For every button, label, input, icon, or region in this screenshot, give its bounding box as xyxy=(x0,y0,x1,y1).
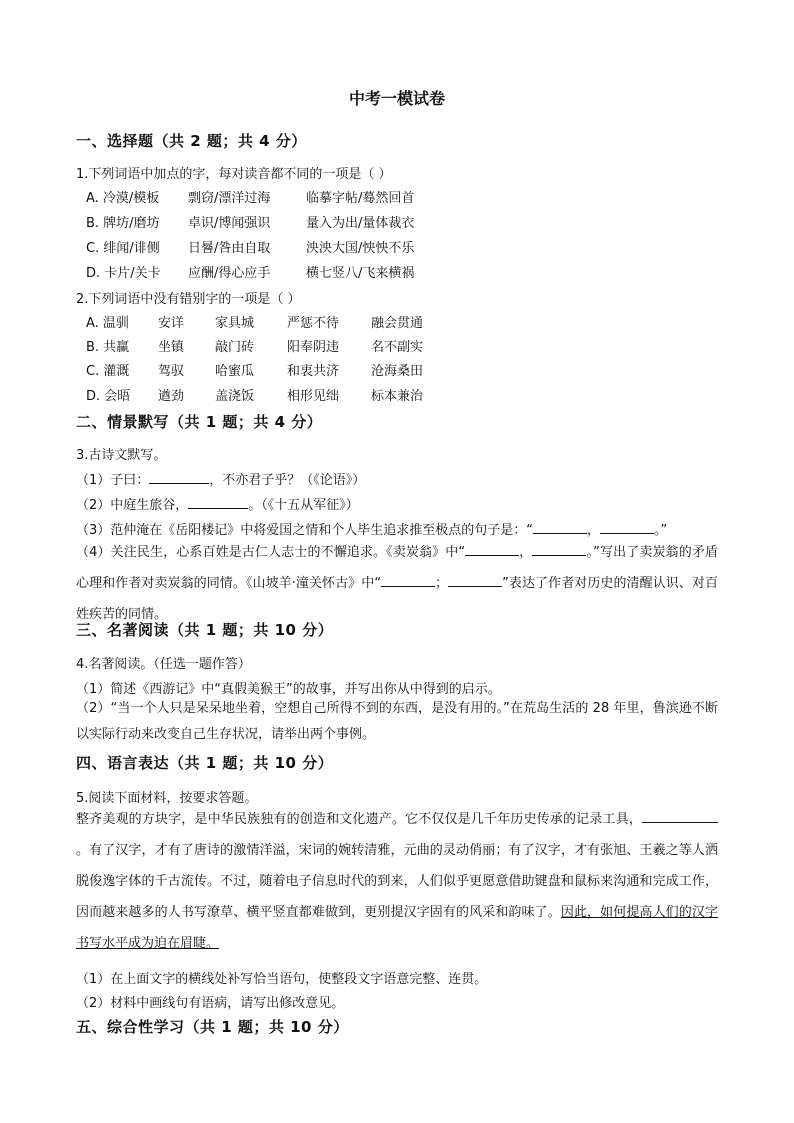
question-4-stem: 4.名著阅读。（任选一题作答） xyxy=(76,657,251,672)
line-text: ， xyxy=(587,523,601,538)
q4-line-2: （2）“当一个人只是呆呆地坐着，空想自己所得不到的东西，是没有用的。”在荒岛生活的 28 年里，鲁滨逊不断以实际行动来改变自己生存状况，请举出两个事例。 xyxy=(76,701,718,742)
option-text: 坐镇 xyxy=(158,340,185,355)
q1-option-d xyxy=(86,262,414,281)
question-3-stem: 3.古诗文默写。 xyxy=(76,448,167,463)
line-text: （2）中庭生旅谷， xyxy=(76,498,189,513)
answer-blank[interactable] xyxy=(465,541,519,556)
option-text: 相形见绌 xyxy=(287,389,340,404)
option-text: 遒劲 xyxy=(158,389,185,404)
q3-line-1 xyxy=(76,469,365,488)
option-text: 应酬/得心应手 xyxy=(188,266,271,281)
q3-line-2 xyxy=(76,494,359,513)
answer-blank[interactable] xyxy=(149,469,209,484)
q5-passage xyxy=(76,804,718,959)
q5-line-1: （1）在上面文字的横线处补写恰当语句，使整段文字语意完整、连贯。 xyxy=(76,972,488,987)
option-text: 横七竖八/飞来横祸 xyxy=(306,266,415,281)
option-text: 驾驭 xyxy=(158,364,185,379)
option-text: 融会贯通 xyxy=(371,316,424,331)
answer-blank[interactable] xyxy=(381,572,435,587)
option-text: D. 会晤 xyxy=(86,389,131,404)
option-text: B. 共赢 xyxy=(86,340,130,355)
option-text: 卓识/博闻强识 xyxy=(188,216,271,231)
option-text: 名不副实 xyxy=(371,340,424,355)
section-heading-integrated: 五、综合性学习（共 1 题；共 10 分） xyxy=(76,1018,349,1036)
option-text: B. 牌坊/磨坊 xyxy=(86,216,160,231)
option-text: 剽窃/漂洋过海 xyxy=(188,191,271,206)
option-text: 量入为出/量体裁衣 xyxy=(306,216,415,231)
question-2-stem: 2.下列词语中没有错别字的一项是（ ） xyxy=(76,292,301,307)
answer-blank[interactable] xyxy=(642,808,718,823)
line-text: （1）子曰： xyxy=(76,473,150,488)
option-text: 阳奉阴违 xyxy=(287,340,340,355)
option-text: A. 冷漠/模板 xyxy=(86,191,160,206)
q1-option-c xyxy=(86,237,414,256)
question-1-stem: 1.下列词语中加点的字，每对读音都不同的一项是（ ） xyxy=(76,167,392,182)
q5-line-2: （2）材料中画线句有语病，请写出修改意见。 xyxy=(76,996,345,1011)
option-text: 盖浇饭 xyxy=(215,389,255,404)
option-text: A. 温驯 xyxy=(86,316,129,331)
line-text: ； xyxy=(435,576,449,591)
option-text: 安详 xyxy=(158,316,185,331)
option-text: C. 绯闻/诽侧 xyxy=(86,241,160,256)
line-text: （3）范仲淹在《岳阳楼记》中将爱国之情和个人毕生追求推至极点的句子是：“ xyxy=(76,523,534,538)
q3-line-4 xyxy=(76,537,718,630)
question-5-stem: 5.阅读下面材料，按要求答题。 xyxy=(76,791,258,806)
line-text: ， xyxy=(519,545,533,560)
line-text: ”表达了作者对历史的清醒认识、对百姓疾苦的同情。 xyxy=(76,576,718,622)
page-title: 中考一模试卷 xyxy=(348,89,445,108)
section-heading-choice: 一、选择题（共 2 题；共 4 分） xyxy=(76,132,307,150)
option-text: 日晷/咎由自取 xyxy=(188,241,271,256)
option-text: 临摹字帖/蓦然回首 xyxy=(306,191,415,206)
option-text: 和衷共济 xyxy=(287,364,340,379)
line-text: 。”写出了卖炭翁的矛盾心理和作者对卖炭翁的同情。《山坡羊·潼关怀古》中“ xyxy=(76,545,718,591)
answer-blank[interactable] xyxy=(533,519,587,534)
section-heading-recitation: 二、情景默写（共 1 题；共 4 分） xyxy=(76,413,323,431)
q1-option-a xyxy=(86,187,414,206)
answer-blank[interactable] xyxy=(188,494,248,509)
line-text: 。” xyxy=(654,523,668,538)
option-text: 敲门砖 xyxy=(215,340,255,355)
q2-option-a xyxy=(86,312,423,331)
answer-blank[interactable] xyxy=(532,541,586,556)
option-text: 哈蜜瓜 xyxy=(215,364,255,379)
q2-option-c xyxy=(86,360,423,379)
option-text: 泱泱大国/怏怏不乐 xyxy=(306,241,415,256)
line-text: （4）关注民生，心系百姓是古仁人志士的不懈追求。《卖炭翁》中“ xyxy=(76,545,466,560)
line-text: ，不亦君子乎？（《论语》） xyxy=(209,473,366,488)
section-heading-classics: 三、名著阅读（共 1 题；共 10 分） xyxy=(76,621,334,639)
section-heading-expression: 四、语言表达（共 1 题；共 10 分） xyxy=(76,754,334,772)
passage-text: 。有了汉字，才有了唐诗的激情洋溢，宋词的婉转清雅，元曲的灵动俏丽；有了汉字，才有张旭、王羲之等人洒脱俊逸字体的千古流传。不过，随着电子信息时代的到来，人们似乎更愿意借助键盘和鼠标来沟通和完成工作，因而越来越多的人书写潦草、横平竖直都难做到，更别提汉字固有的风采和韵味了。 xyxy=(76,843,718,920)
underlined-sentence: 因此，如何提高人们的汉字书写水平成为迫在眉睫。 xyxy=(76,905,718,951)
answer-blank[interactable] xyxy=(448,572,502,587)
option-text: C. 灌溉 xyxy=(86,364,130,379)
line-text: 。（《十五从军征》） xyxy=(248,498,359,513)
q3-line-3 xyxy=(76,519,667,538)
option-text: 家具城 xyxy=(215,316,255,331)
q1-option-b xyxy=(86,212,414,231)
answer-blank[interactable] xyxy=(600,519,654,534)
option-text: 标本兼治 xyxy=(371,389,424,404)
q2-option-d xyxy=(86,385,423,404)
option-text: D. 卡片/关卡 xyxy=(86,266,161,281)
q4-line-1: （1）简述《西游记》中“真假美猴王”的故事，并写出你从中得到的启示。 xyxy=(76,682,501,697)
passage-text: 整齐美观的方块字，是中华民族独有的创造和文化遗产。它不仅仅是几千年历史传承的记录工具， xyxy=(76,812,642,827)
option-text: 沧海桑田 xyxy=(371,364,424,379)
q2-option-b xyxy=(86,336,423,355)
option-text: 严惩不待 xyxy=(287,316,340,331)
